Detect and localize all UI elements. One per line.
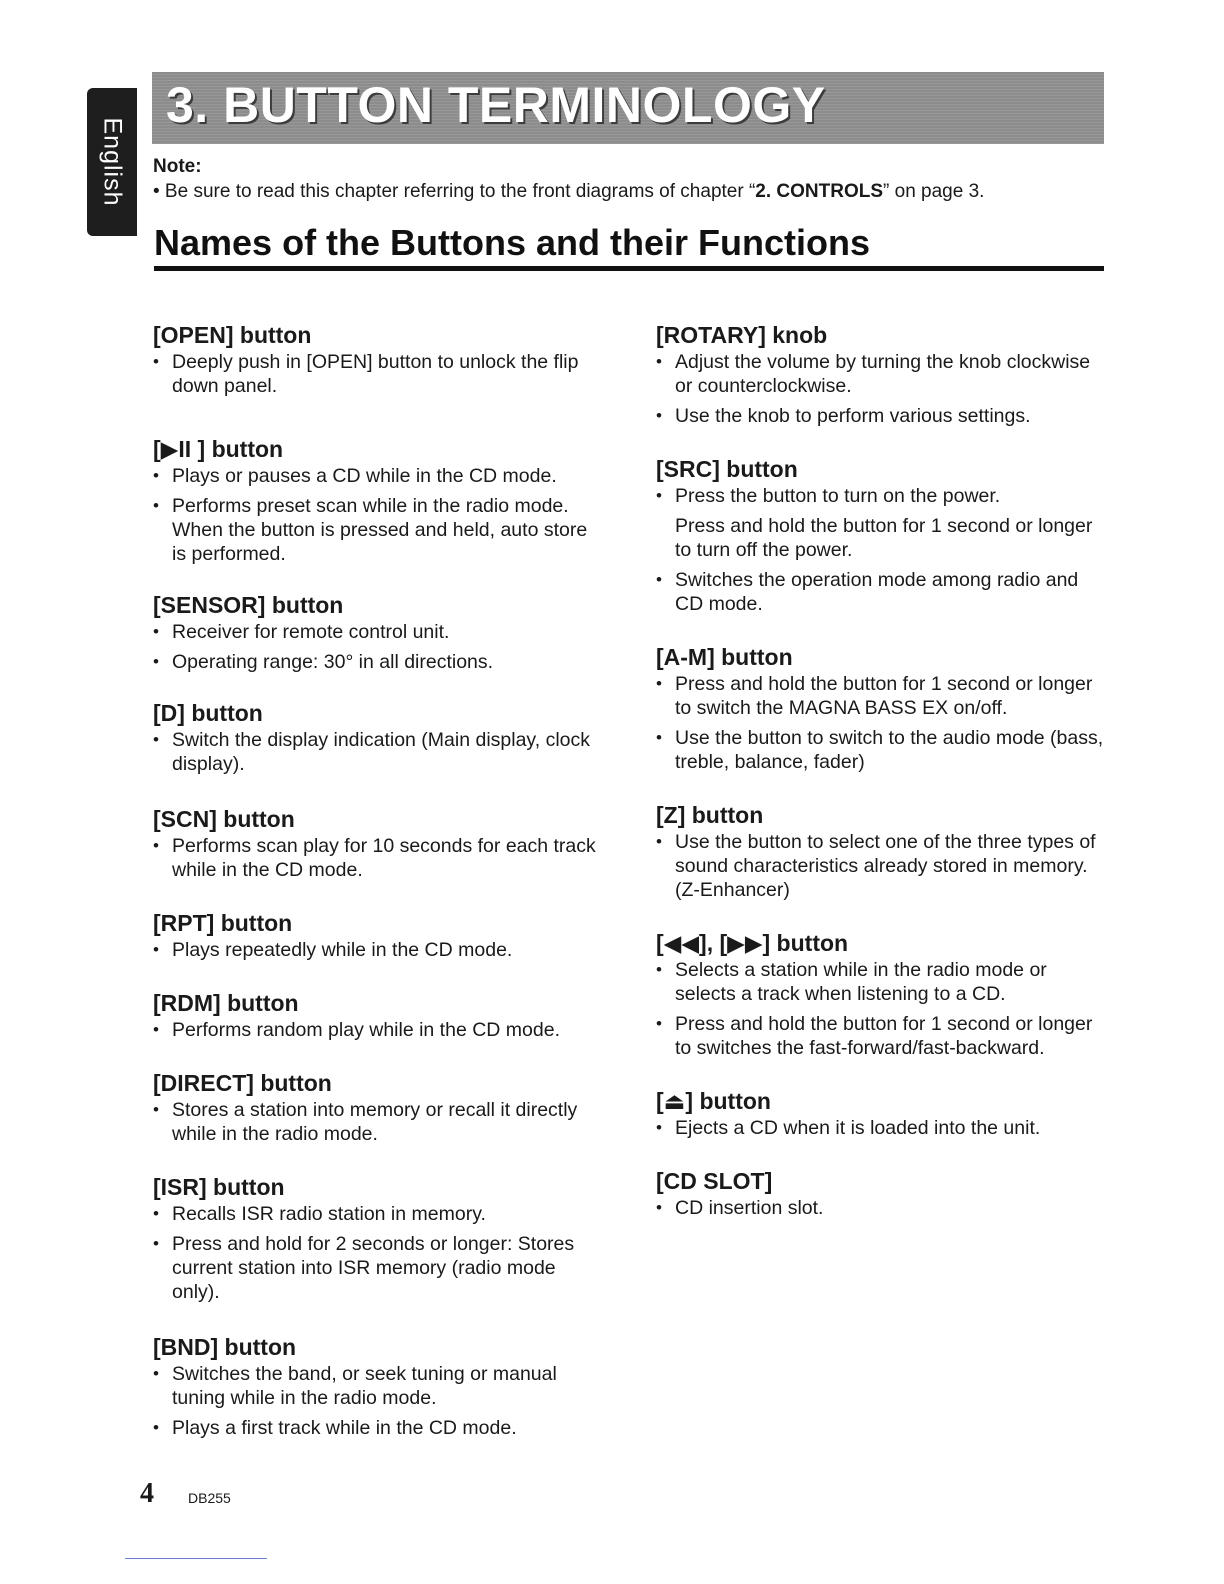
entry-list	[656, 484, 1108, 616]
entry-title: [SENSOR] button	[153, 592, 344, 618]
entry-item: • Stores a station into memory or recall it directly while in the radio mode.	[153, 1098, 605, 1146]
entry-title: [▶II ] button	[153, 436, 284, 462]
note-text-bold: 2. CONTROLS	[755, 181, 884, 202]
button-entry	[153, 988, 605, 1042]
button-entry	[153, 1172, 605, 1304]
entry-list	[153, 728, 605, 776]
entry-title: [BND] button	[153, 1334, 297, 1360]
entry-title: [Z] button	[656, 802, 764, 828]
entry-title: [⏏] button	[656, 1088, 771, 1114]
button-entry	[153, 698, 605, 776]
chapter-banner	[152, 72, 1104, 144]
button-entry	[656, 1086, 1108, 1140]
entry-title: [◀◀], [▶▶] button	[656, 930, 849, 956]
entry-title: [CD SLOT]	[656, 1168, 773, 1194]
button-entry	[656, 454, 1108, 616]
entry-list	[153, 350, 605, 398]
page-number: 4	[140, 1478, 154, 1509]
entry-item: • Selects a station while in the radio mode or selects a track when listening to a CD.	[656, 958, 1108, 1006]
button-entry	[153, 590, 605, 674]
entry-item: Press and hold the button for 1 second or longer to turn off the power.	[675, 515, 1093, 561]
entry-title: [SRC] button	[656, 456, 798, 482]
button-entry	[153, 320, 605, 398]
entry-item: • Use the knob to perform various settings.	[656, 404, 1108, 428]
entry-item: • Press and hold the button for 1 second or longer to switch the MAGNA BASS EX on/off.	[656, 672, 1108, 720]
button-entry	[656, 928, 1108, 1060]
entry-item: • Press and hold the button for 1 second or longer to switches the fast-forward/fast-backward.	[656, 1012, 1108, 1060]
left-column	[153, 294, 605, 1440]
entry-item: • Switches the band, or seek tuning or manual tuning while in the radio mode.	[153, 1362, 605, 1410]
entry-item: • Press the button to turn on the power.	[656, 484, 1108, 508]
entry-list	[153, 1098, 605, 1146]
button-entry	[153, 908, 605, 962]
entry-item: • Switch the display indication (Main display, clock display).	[153, 728, 605, 776]
entry-item: • Plays repeatedly while in the CD mode.	[153, 938, 605, 962]
entry-title: [ISR] button	[153, 1174, 285, 1200]
entry-item: • Performs preset scan while in the radio mode. When the button is pressed and held, auto store is performed.	[153, 494, 605, 566]
entry-list	[153, 464, 605, 566]
entry-item: • Plays a first track while in the CD mode.	[153, 1416, 605, 1440]
entry-item: • Press and hold for 2 seconds or longer: Stores current station into ISR memory (radio mode only).	[153, 1232, 605, 1304]
entry-item: • Adjust the volume by turning the knob clockwise or counterclockwise.	[656, 350, 1108, 398]
entry-item: • Ejects a CD when it is loaded into the unit.	[656, 1116, 1108, 1140]
entry-list	[656, 1196, 1108, 1220]
entry-list	[656, 1116, 1108, 1140]
button-entry	[153, 1068, 605, 1146]
entry-list	[153, 620, 605, 674]
button-entry	[656, 320, 1108, 428]
language-tab	[87, 88, 137, 236]
entry-title: [A-M] button	[656, 644, 793, 670]
entry-title: [DIRECT] button	[153, 1070, 332, 1096]
note-text-pre: • Be sure to read this chapter referring to the front diagrams of chapter “	[153, 181, 756, 202]
entry-list	[656, 672, 1108, 774]
button-entry	[656, 800, 1108, 902]
entry-item: • Plays or pauses a CD while in the CD mode.	[153, 464, 605, 488]
entry-list	[153, 834, 605, 882]
entry-item: • Use the button to switch to the audio mode (bass, treble, balance, fader)	[656, 726, 1108, 774]
entry-list	[656, 350, 1108, 428]
entry-item: • Performs scan play for 10 seconds for each track while in the CD mode.	[153, 834, 605, 882]
entry-item: • Performs random play while in the CD mode.	[153, 1018, 605, 1042]
entry-list	[656, 830, 1108, 902]
entry-item: • Use the button to select one of the three types of sound characteristics already stored in memory. (Z-Enhancer)	[656, 830, 1108, 902]
entry-item: • Receiver for remote control unit.	[153, 620, 605, 644]
note-text-post: ” on page 3.	[883, 181, 985, 202]
entry-title: [OPEN] button	[153, 322, 312, 348]
entry-list	[153, 938, 605, 962]
chapter-title: 3. BUTTON TERMINOLOGY	[166, 77, 826, 133]
entry-list	[153, 1018, 605, 1042]
section-divider	[154, 266, 1104, 271]
button-entry	[153, 804, 605, 882]
button-entry	[656, 1166, 1108, 1220]
section-title: Names of the Buttons and their Functions	[154, 222, 871, 263]
entry-item: • Operating range: 30° in all directions.	[153, 650, 605, 674]
note-label: Note:	[153, 156, 202, 177]
model-number: DB255	[188, 1490, 231, 1506]
note-text	[153, 181, 984, 203]
entry-list	[656, 958, 1108, 1060]
entry-item: • CD insertion slot.	[656, 1196, 1108, 1220]
entry-title: [SCN] button	[153, 806, 295, 832]
entry-title: [RDM] button	[153, 990, 299, 1016]
bottom-line	[125, 1558, 267, 1559]
button-entry	[656, 642, 1108, 774]
entry-item: • Deeply push in [OPEN] button to unlock the flip down panel.	[153, 350, 605, 398]
entry-title: [RPT] button	[153, 910, 293, 936]
entry-list	[153, 1362, 605, 1440]
entry-item: • Switches the operation mode among radio and CD mode.	[656, 568, 1108, 616]
entry-list	[153, 1202, 605, 1304]
entry-title: [D] button	[153, 700, 263, 726]
language-tab-label: English	[98, 117, 127, 207]
entry-item: • Recalls ISR radio station in memory.	[153, 1202, 605, 1226]
button-entry	[153, 1332, 605, 1440]
button-entry	[153, 434, 605, 566]
entry-title: [ROTARY] knob	[656, 322, 828, 348]
right-column	[656, 294, 1108, 1220]
